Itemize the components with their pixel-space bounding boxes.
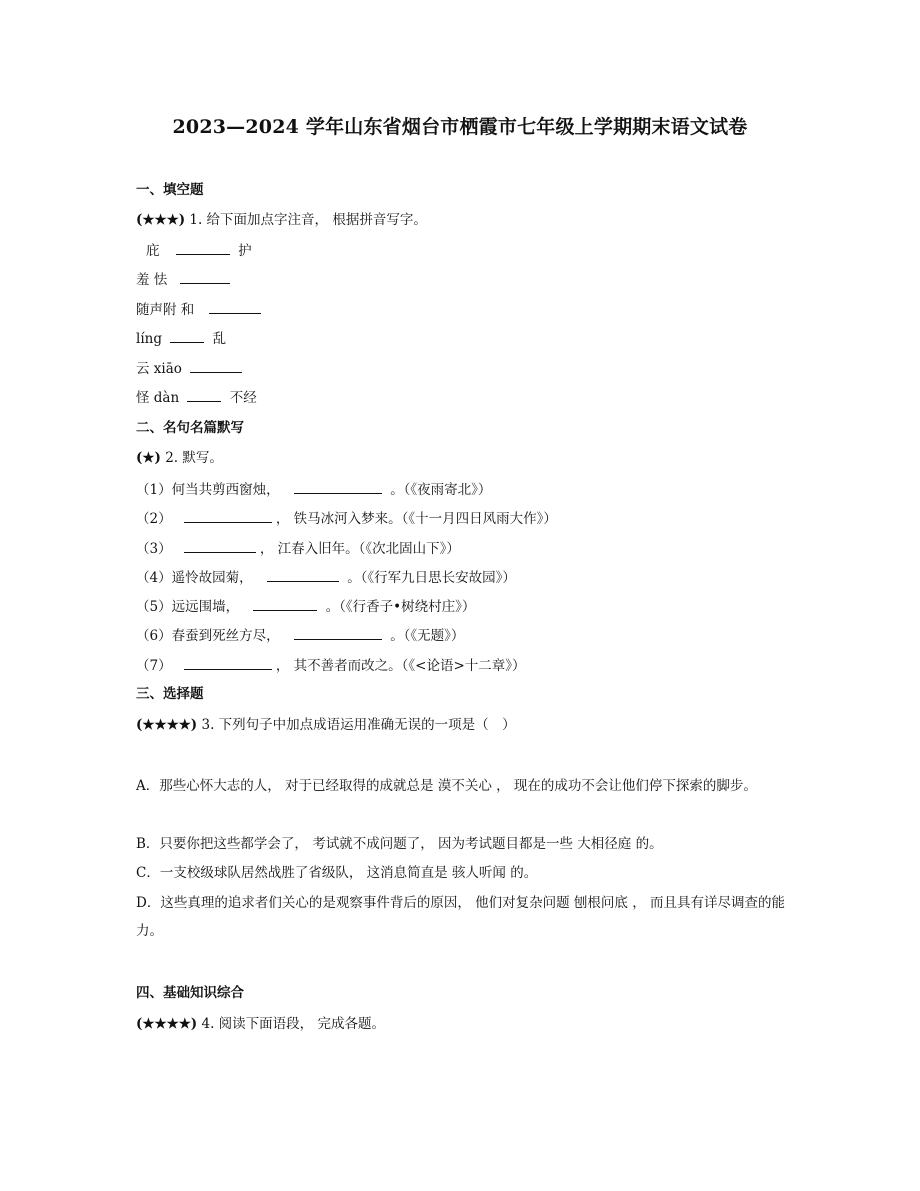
section-heading-basic-knowledge: 四、基础知识综合 xyxy=(136,985,244,1001)
item-suffix: 护 xyxy=(238,243,252,259)
pinyin-item-6 xyxy=(136,387,257,408)
pinyin-item-5 xyxy=(136,358,246,379)
item-prefix: 遥怜故园菊， xyxy=(171,570,253,586)
question-text: 2. 默写。 xyxy=(165,450,223,466)
choice-option-b[interactable]: B．只要你把这些都学会了， 考试就不成问题了， 因为考试题目都是一些 大相径庭 的。 xyxy=(136,836,663,852)
question-1 xyxy=(136,210,427,230)
question-2 xyxy=(136,448,223,468)
recitation-item-2 xyxy=(136,508,557,529)
pinyin-item-1 xyxy=(146,240,252,261)
recitation-item-3 xyxy=(136,538,460,559)
pinyin-item-3 xyxy=(136,299,265,320)
recitation-item-1 xyxy=(136,479,491,500)
item-prefix: 云 xiāo xyxy=(136,361,182,377)
item-prefix: 怪 dàn xyxy=(136,390,180,406)
item-number: （3） xyxy=(136,541,172,557)
item-suffix: 不经 xyxy=(229,390,257,406)
item-suffix: 。（《无题》） xyxy=(390,628,465,644)
item-suffix: ， 江春入旧年。（《次北固山下》） xyxy=(259,541,460,557)
item-number: （4） xyxy=(136,570,172,586)
item-prefix: 羞 怯 xyxy=(136,272,168,288)
answer-blank[interactable] xyxy=(184,508,272,523)
item-prefix: 春蚕到死丝方尽， xyxy=(171,628,280,644)
answer-blank[interactable] xyxy=(184,655,272,670)
question-text: 4. 阅读下面语段， 完成各题。 xyxy=(201,1016,385,1032)
choice-option-c[interactable]: C．一支校级球队居然战胜了省级队， 这消息简直是 骇人听闻 的。 xyxy=(136,865,538,881)
answer-blank[interactable] xyxy=(267,567,339,582)
difficulty-stars: (★★★) xyxy=(136,212,186,228)
answer-blank[interactable] xyxy=(180,269,230,284)
question-text: 3. 下列句子中加点成语运用准确无误的一项是（ ） xyxy=(201,717,516,733)
answer-blank[interactable] xyxy=(184,538,256,553)
item-number: （6） xyxy=(136,628,172,644)
answer-blank[interactable] xyxy=(294,479,382,494)
item-number: （1） xyxy=(136,482,172,498)
answer-blank[interactable] xyxy=(187,387,221,402)
answer-blank[interactable] xyxy=(294,625,382,640)
question-text: 1. 给下面加点字注音， 根据拼音写字。 xyxy=(189,212,427,228)
recitation-item-6 xyxy=(136,625,464,646)
item-prefix: líng xyxy=(136,331,162,347)
item-prefix: 庇 xyxy=(146,243,160,259)
question-4 xyxy=(136,1014,385,1034)
difficulty-stars: (★) xyxy=(136,450,161,466)
item-suffix: ， 铁马冰河入梦来。（《十一月四日风雨大作》） xyxy=(275,511,557,527)
choice-option-d[interactable]: D．这些真理的追求者们关心的是观察事件背后的原因， 他们对复杂问题 刨根问底 ， 而且具有详尽调查的能力。 xyxy=(136,895,785,939)
answer-blank[interactable] xyxy=(190,358,242,373)
item-prefix: 远远围墙， xyxy=(171,599,240,615)
answer-blank[interactable] xyxy=(170,328,204,343)
item-suffix: 。（《夜雨寄北》） xyxy=(390,482,492,498)
item-number: （5） xyxy=(136,599,172,615)
item-number: （2） xyxy=(136,511,172,527)
answer-blank[interactable] xyxy=(253,596,317,611)
recitation-item-7 xyxy=(136,655,526,676)
page-title: 2023—2024 学年山东省烟台市栖霞市七年级上学期期末语文试卷 xyxy=(172,116,748,138)
difficulty-stars: (★★★★) xyxy=(136,1016,198,1032)
answer-blank[interactable] xyxy=(209,299,261,314)
item-suffix: 乱 xyxy=(212,331,227,347)
answer-blank[interactable] xyxy=(176,240,230,255)
question-3 xyxy=(136,715,516,735)
item-suffix: 。（《行军九日思长安故园》） xyxy=(347,570,516,586)
item-suffix: 。（《行香子•树绕村庄》） xyxy=(325,599,476,615)
difficulty-stars: (★★★★) xyxy=(136,717,198,733)
recitation-item-4 xyxy=(136,567,516,588)
pinyin-item-2 xyxy=(136,269,234,290)
section-heading-recitation: 二、名句名篇默写 xyxy=(136,420,244,436)
item-prefix: 随声附 和 xyxy=(136,302,195,318)
section-heading-choice: 三、选择题 xyxy=(136,686,204,702)
section-heading-fill-blank: 一、填空题 xyxy=(136,182,204,198)
item-suffix: ， 其不善者而改之。（《<论语>十二章》） xyxy=(275,658,526,674)
recitation-item-5 xyxy=(136,596,475,617)
item-prefix: 何当共剪西窗烛， xyxy=(171,482,280,498)
item-number: （7） xyxy=(136,658,172,674)
pinyin-item-4 xyxy=(136,328,226,349)
choice-option-a[interactable]: A．那些心怀大志的人， 对于已经取得的成就总是 漠不关心 ， 现在的成功不会让他们停下探索的脚步。 xyxy=(136,778,757,794)
